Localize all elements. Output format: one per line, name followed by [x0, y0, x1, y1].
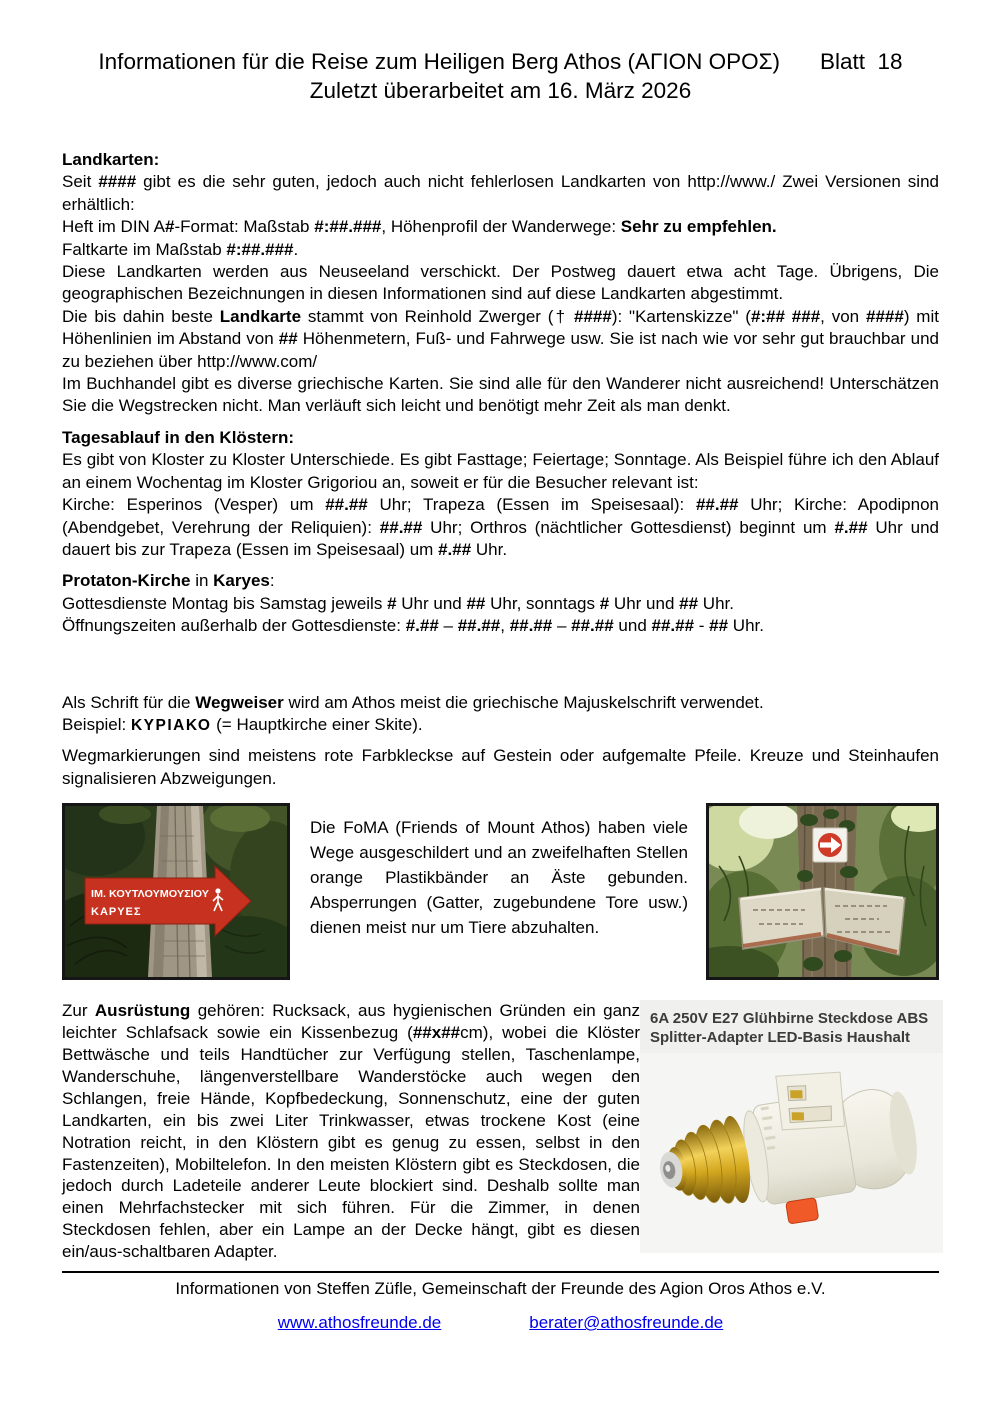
adapter-switch [786, 1198, 819, 1224]
paragraph: Heft im DIN A#-Format: Maßstab #:##.###, Höhenprofil der Wanderwege: Sehr zu empfehlen. [62, 217, 777, 237]
paragraph: Öffnungszeiten außerhalb der Gottesdienste: #.## – ##.##, ##.## – ##.## und ##.## - ## Uhr. [62, 616, 764, 636]
paragraph: Als Schrift für die Wegweiser wird am Athos meist die griechische Majuskelschrift verwendet. [62, 692, 764, 712]
paragraph: Faltkarte im Maßstab #:##.###. [62, 239, 299, 259]
page-title: Informationen für die Reise zum Heiligen Berg Athos (ΑΓΙΟΝ ΟΡΟΣ) [98, 49, 781, 74]
forest-markers-photo-image [709, 806, 936, 977]
paragraph: Die bis dahin beste Landkarte stammt von Reinhold Zwerger († ####): "Kartenskizze" (#:## ###, von ####) mit Höhenlinien im Abstand von ## Höhenmetern, Fuß- und Fahrwege usw. Sie ist nach wie vor sehr gut brauchbar und zu beziehen über http://www.com/ [62, 306, 939, 371]
tagesablauf-heading: Tagesablauf in den Klöstern: [62, 427, 295, 447]
sign-text-line2: ΚΑΡΥΕΣ [91, 906, 142, 919]
sign-text-line1: ΙΜ. ΚΟΥΤΛΟΥΜΟΥΣΙΟΥ [91, 889, 210, 901]
paragraph: Beispiel: ΚΥΡΙΑΚΟ (= Hauptkirche einer Skite). [62, 714, 423, 734]
title-line [62, 47, 939, 76]
section-protaton [62, 570, 939, 637]
paragraph: Kirche: Esperinos (Vesper) um ##.## Uhr; Trapeza (Essen im Speisesaal): ##.## Uhr; Kirche: Apodipnon (Abendgebet, Verehrung der Reliquien): ##.## Uhr; Orthros (nächtlicher Gottesdienst) beginnt um #.## Uhr und dauert bis zur Trapeza (Essen im Speisesaal) um #.## Uhr. [62, 495, 940, 559]
paragraph: Wegmarkierungen sind meistens rote Farbkleckse auf Gestein oder aufgemalte Pfeile. Kreuze und Steinhaufen signalisieren Abzweigungen. [62, 746, 939, 788]
product-title: 6A 250V E27 Glühbirne Steckdose ABS Splitter-Adapter LED-Basis Haushalt [640, 1000, 943, 1053]
sheet-number: Blatt 18 [820, 49, 903, 74]
footer-links [62, 1313, 939, 1333]
section-tagesablauf [62, 427, 939, 561]
paragraph: Diese Landkarten werden aus Neuseeland verschickt. Der Postweg dauert etwa acht Tage. Übrigens, Die geographischen Bezeichnungen in diesen Informationen sind auf diese Landkarten abgestimmt. [62, 262, 939, 304]
subtitle-line: Zuletzt überarbeitet am 16. März 2026 [309, 78, 692, 103]
ausruestung-paragraph: Zur Ausrüstung gehören: Rucksack, aus hygienischen Gründen ein ganz leichter Schlafsack sowie ein Kissenbezug (##x##cm), wobei die Klöster Bettwäsche und teils Handtücher zur Verfügung stellen, Taschenlampe, Wanderschuhe, längenverstellbare Wanderstöcke auch wegen den Schlangen, freie Hände, Kopfbedeckung, Sonnenschutz, eine der guten Landkarten, ein bis zwei Liter Trinkwasser, etwas trockene Kost (eine Notration reicht, in den Klöstern gibt es genug zu essen, selbst in den Fastenzeiten), Mobiltelefon. In den meisten Klöstern gibt es Steckdosen, die jedoch durch Ladeteile anderer Leute blockiert sind. Deshalb sollte man einen Mehrfachstecker mit sich führen. Für die Zimmer, in denen Steckdosen fehlen, aber ein Lampe an der Decke hängt, gibt es diesen ein/aus-schaltbaren Adapter. [62, 1001, 640, 1262]
section-landkarten [62, 149, 939, 418]
trail-sign-photo-image [65, 806, 287, 977]
forest-markers-photo [706, 803, 939, 980]
protaton-heading: Protaton-Kirche in Karyes: [62, 571, 275, 591]
email-link[interactable]: berater@athosfreunde.de [529, 1313, 724, 1333]
paragraph: Seit #### gibt es die sehr guten, jedoch auch nicht fehlerlosen Landkarten von http://www./ Zwei Versionen sind erhältlich: [62, 172, 939, 214]
credit-line: Informationen von Steffen Züfle, Gemeinschaft der Freunde des Agion Oros Athos e.V. [175, 1279, 826, 1299]
trail-sign-photo [62, 803, 290, 980]
section-wegweiser [62, 692, 939, 791]
foma-paragraph: Die FoMA (Friends of Mount Athos) haben viele Wege ausgeschildert und an zweifelhaften Stellen orange Plastikbänder an Äste gebunden. Absperrungen (Gatter, zugebundene Tore usw.) dienen meist nur um Tiere abzuhalten. [310, 818, 688, 938]
document-footer [62, 1271, 939, 1333]
paragraph: Es gibt von Kloster zu Kloster Unterschiede. Es gibt Fasttage; Feiertage; Sonntage. Als Beispiel führe ich den Ablauf an einem Wochentag im Kloster Grigoriou an, soweit er für die Besucher relevant ist: [62, 450, 939, 492]
bottom-row [62, 1000, 939, 1263]
adapter-product-photo [640, 1053, 943, 1253]
paragraph: Im Buchhandel gibt es diverse griechische Karten. Sie sind alle für den Wanderer nicht ausreichend! Unterschätzen Sie die Wegstrecken nicht. Man verläuft sich leicht und benötigt mehr Zeit als man denkt. [62, 374, 939, 416]
landkarten-heading: Landkarten: [62, 150, 160, 169]
document-header [62, 47, 939, 105]
adapter-product-card [640, 1000, 943, 1253]
adapter-product-image [640, 1053, 943, 1253]
photo-row [62, 803, 939, 980]
paragraph: Gottesdienste Montag bis Samstag jeweils # Uhr und ## Uhr, sonntags # Uhr und ## Uhr. [62, 593, 734, 613]
website-link[interactable]: www.athosfreunde.de [277, 1313, 442, 1333]
